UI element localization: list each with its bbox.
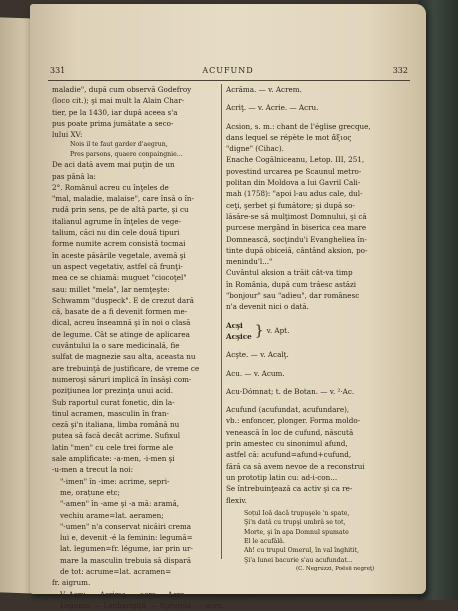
headword-acsice: Acşice (226, 331, 252, 341)
text-line: Leguma. — Lanbarigiţă. — Spruţelă. — acru. (60, 600, 224, 610)
entry-acrit: Acriţ. — v. Acrie. — Acru. (226, 103, 319, 113)
left-paragraph-2 (52, 476, 217, 578)
text-line: "-imen" în -ime: acrime, sepri- (60, 476, 170, 486)
left-intro (52, 84, 217, 140)
text-line: mah (1758): "apoi l-au adus cale, dul- (226, 189, 363, 199)
text-line: astfel că: acufund=afund+cufund, (226, 450, 352, 460)
text-line: lăsăre-se să mulţimost Domnului, şi că (226, 211, 367, 221)
right-column (226, 84, 408, 574)
quote-line: Nois il te faut garder d'aegrun, (70, 141, 168, 149)
text-line: me, orațune etc; (60, 487, 120, 497)
text-line: V. Acru. — Acrime. — acre — Acre. — (60, 589, 197, 599)
poem-quote (226, 509, 408, 565)
left-paragraph-1 (52, 159, 217, 475)
poem-line: Ah! cu trupul Omerul, în val înghitit, (244, 547, 359, 555)
left-column (52, 84, 224, 611)
poem-line: El le acufâlâ. (244, 538, 285, 546)
text-line: "digne" (Cihac). (226, 144, 284, 154)
text-line: (loco cit.); şi mai mult la Alain Char- (52, 96, 185, 106)
text-line: dans lequel se répète le mot ἄξιος (226, 132, 352, 142)
left-page-number: 331 (50, 66, 66, 75)
text-line: purcese mergând în biserica cea mare (226, 223, 367, 233)
text-line: sulfat de magnezie sau alta, aceasta nu (52, 352, 196, 362)
text-line: vechiu arame=lat. aeramen; (60, 510, 164, 520)
left-quote (52, 140, 217, 159)
text-line: "mal, maladie, malaise", care însă o în- (52, 194, 194, 204)
text-line: are trebuinţă de justificare, de vreme ce (52, 363, 200, 373)
cross-reference: v. Apt. (266, 326, 290, 336)
entry-acu: Acu. — v. Acum. (226, 368, 285, 378)
text-line: cuvântului la o sare medicinală, fie (52, 341, 180, 351)
text-line: că, basate de a fi devenit formen me- (52, 307, 188, 317)
text-line: Cuvântul aksion a trăit cât-va timp (226, 268, 353, 278)
text-line: tinul acramen, masculin în fran- (52, 408, 169, 418)
text-line: poziţiunea lor prezinţa unui acid. (52, 386, 174, 396)
text-line: numeroşi săruri implică în însăşi com- (52, 374, 192, 384)
dictionary-page (30, 4, 426, 610)
entry-acu-domnat: Acu-Dómnat; t. de Botan. — v. ²·Ac. (226, 386, 355, 396)
text-line: povestind urcarea pe Scaunul metro- (226, 166, 362, 176)
headword-acsi: Acşi (226, 320, 243, 330)
text-line: fr. aigrum. (52, 578, 91, 588)
text-line: Schwamm "dușpeck". E de crezut dară (52, 295, 194, 305)
text-line: "bonjour" sau "adieu", dar românesc (226, 291, 360, 301)
left-paragraph-3 (52, 577, 217, 588)
right-page-number: 332 (392, 66, 408, 75)
text-line: Domnească, socţindu'i Evangheliea în- (226, 234, 367, 244)
text-line: sale amplificate: -a-men, -i-men şi (52, 454, 175, 464)
text-line: ceză şi'n italiana, limba română nu (52, 420, 180, 430)
poem-line: Soțul Ioă dacă trupuşele 'n spate, (244, 509, 350, 517)
text-line: în România, după cum trăesc astăzi (226, 279, 357, 289)
text-line: un aspect vegetativ, astfel că frunţi- (52, 261, 183, 271)
text-line: "-amen" în -ame şi -a mă: aramă, (60, 499, 180, 509)
text-line: menindu'l..." (226, 257, 273, 267)
text-line: Acufund (acufundat, acufundare), (226, 405, 350, 415)
text-line: un prototip latin cu: ad-i-con... (226, 472, 338, 482)
text-line: lui e, devenit -é la feminin: legumă= (60, 533, 193, 543)
text-line: tinte după obiceiă, cântând aksion, po- (226, 245, 368, 255)
text-line: Sub raportul curat fonetic, din la- (52, 397, 175, 407)
text-line: dical, acreu înseamnă şi în noi o clasă (52, 318, 191, 328)
text-line: 2°. Românul acreu cu înţeles de (52, 182, 169, 192)
text-line: de tot: acrume=lat. acramen= (60, 566, 172, 576)
text-line: lat. legumen=fr. légume, iar prin ur- (60, 544, 193, 554)
text-line: politan din Moldova a lui Gavril Cali- (226, 178, 361, 188)
quote-line: Pres parsons, quaere conpaingnie… (70, 150, 183, 158)
poem-line: Şi'a lunei bacurie s'au acufundat... (244, 556, 353, 564)
text-line: De aci dată avem mai puţin de un (52, 160, 175, 170)
text-line: rudă prin sens, pe de altă parte, şi cu (52, 205, 189, 215)
poem-source: (C. Negruzzi, Poësii negreţ) (296, 566, 375, 573)
running-title: ACUFUND (202, 66, 254, 75)
brace-symbol: } (254, 322, 264, 339)
text-line: "-umen" n'a conservat nicăiri crema (60, 521, 192, 531)
header-rule (48, 80, 410, 81)
text-line: venească în loc de cufund, născută (226, 427, 354, 437)
text-line: n'a devenit nici o dată. (226, 302, 309, 312)
text-line: italianul agrume în înţeles de vege- (52, 216, 182, 226)
text-line: Acsion, s. m.: chant de l'église grecque, (226, 121, 371, 131)
poem-line: Şi'n datâ cu trupşi umbrâ se tot, (244, 519, 346, 527)
entry-acsion (226, 121, 408, 313)
text-line: vb.: enfoncer, plonger. Forma moldo- (226, 416, 361, 426)
running-header (30, 64, 426, 78)
entry-acste: Acşte. — v. Acalţ. (226, 350, 289, 360)
text-line: prin amestec cu sinonimul afund, (226, 439, 348, 449)
text-line: fără ca să avem nevoe de a reconstrui (226, 461, 365, 471)
poem-line: Morte, şi în apa Domnul spumate (244, 528, 349, 536)
left-paragraph-4 (52, 589, 224, 611)
entry-acrama: Acrăma. — v. Acrem. (226, 85, 302, 94)
text-line: mare la masculin trebuia să dispară (60, 555, 192, 565)
text-line: pus poate prima jumătate a seco- (52, 118, 174, 128)
text-line: flexiv. (226, 495, 247, 505)
text-line: ceţi, şerbet şi fumătore; şi după so- (226, 200, 355, 210)
text-line: Enache Cogălniceanu, Letop. III, 251, (226, 155, 365, 165)
text-line: -u-men a trecut la noi: (52, 465, 133, 475)
text-line: Se întrebuinţează ca activ şi ca re- (226, 484, 353, 494)
text-line: sau: millet "mela", lar nemţeşte: (52, 284, 170, 294)
column-divider (221, 84, 222, 559)
entry-acsi (226, 320, 408, 343)
text-line: maladie", după cum observă Godefroy (52, 85, 192, 94)
text-line: pas până la: (52, 171, 96, 181)
text-line: de legume. Cât se atinge de aplicarea (52, 329, 190, 339)
text-line: latin "men" cu cele trei forme ale (52, 442, 174, 452)
entry-acufund (226, 404, 408, 506)
text-line: putea să facă decât acrime. Sufixul (52, 431, 181, 441)
text-line: talium, căci nu din cele două tipuri (52, 228, 180, 238)
text-line: mea ce se chiamă: muguet "ciocoţel" (52, 273, 187, 283)
text-line: lului XV: (52, 130, 83, 140)
text-line: în aceste păsările vegetale, avemă şi (52, 250, 186, 260)
text-line: forme numite acrem consistă tocmai (52, 239, 186, 249)
text-line: tier, pe la 1430, iar după aceea s'a (52, 107, 178, 117)
